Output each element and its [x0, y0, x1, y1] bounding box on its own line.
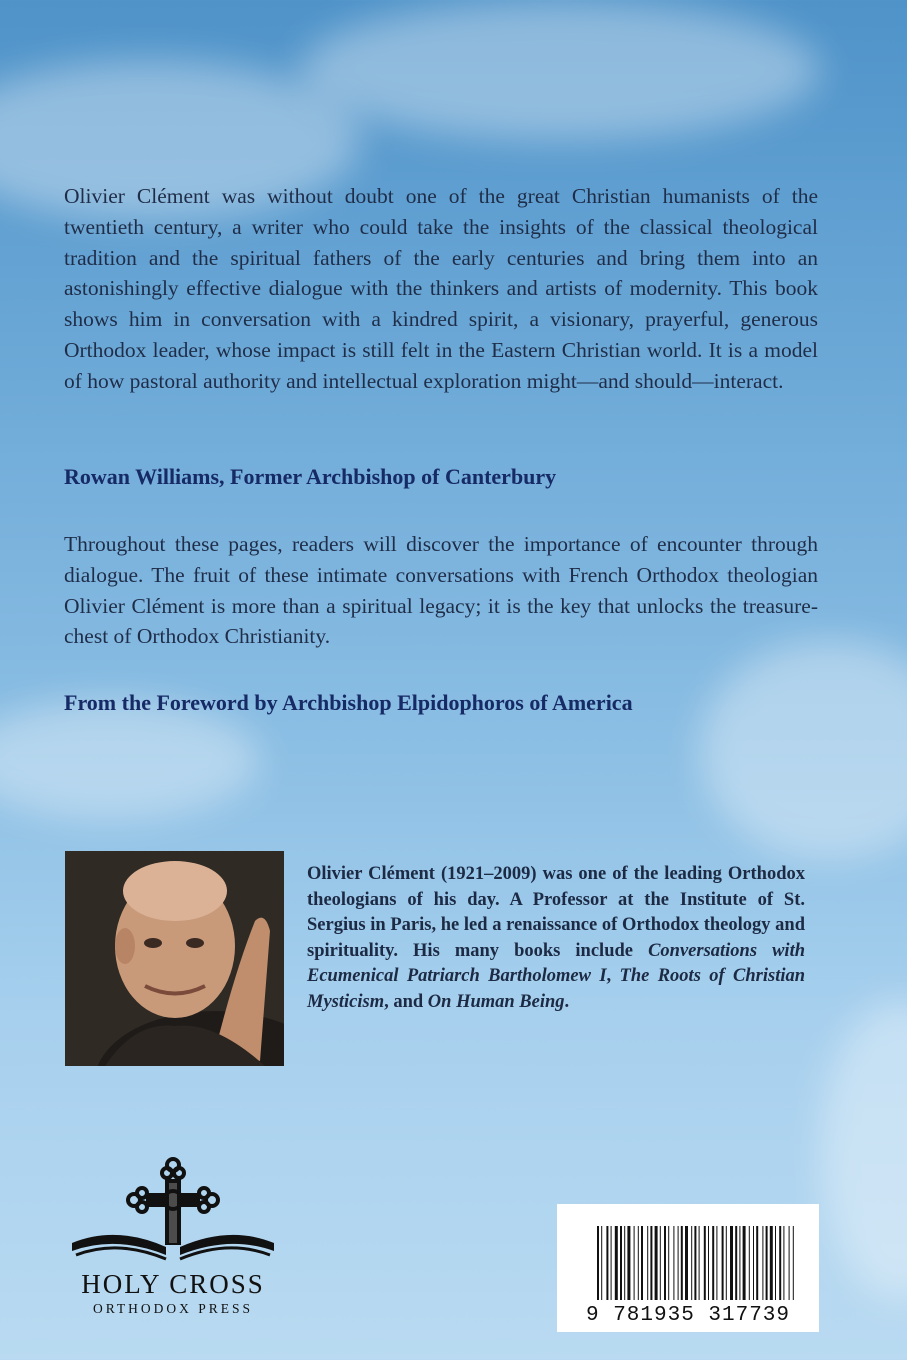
- bio-separator: , and: [384, 991, 428, 1012]
- barcode-bar: [704, 1226, 706, 1300]
- bio-book-title-2: The Roots of Christian Mysticism: [307, 966, 806, 1012]
- barcode-bar: [601, 1226, 602, 1300]
- barcode-bar: [641, 1226, 643, 1300]
- barcode-bar: [766, 1226, 768, 1300]
- publisher-name: HOLY CROSS: [81, 1269, 265, 1299]
- barcode-bar: [739, 1226, 740, 1300]
- bio-end: .: [564, 991, 570, 1012]
- quote-rowan-williams: Olivier Clément was without doubt one of the great Christian humanists of the twentieth century, a writer who could take the insights of the classical theological tradition and the spiritual fathers of the early centuries and bring them into an astonishingly effective dialogue with the thinkers and artists of modernity. This book shows him in conversation with a kindred spirit, a visionary, prayerful, generous Orthodox leader, whose impact is still felt in the Eastern Christian world. It is a model of how pastoral authority and intellectual exploration might—and should—interact.: [64, 184, 818, 393]
- barcode-bar: [779, 1226, 781, 1300]
- barcode-bar: [673, 1226, 674, 1300]
- barcode-bar: [735, 1226, 737, 1300]
- barcode-bar: [743, 1226, 746, 1300]
- attribution-rowan-williams: Rowan Williams, Former Archbishop of Canterbury: [64, 464, 557, 489]
- barcode-bar: [615, 1226, 618, 1300]
- attribution-foreword: From the Foreword by Archbishop Elpidophoros of America: [64, 690, 633, 715]
- barcode-bar: [694, 1226, 696, 1300]
- barcode: [557, 1204, 819, 1332]
- barcode-bar: [647, 1226, 648, 1300]
- bio-separator: ,: [606, 966, 620, 987]
- barcode-bar: [775, 1226, 776, 1300]
- barcode-bar: [681, 1226, 683, 1300]
- barcode-bar: [716, 1226, 717, 1300]
- barcode-bar: [634, 1226, 635, 1300]
- barcode-bar: [597, 1226, 599, 1300]
- author-portrait-illustration: [65, 851, 284, 1066]
- barcode-bar: [664, 1226, 666, 1300]
- barcode-bar: [730, 1226, 733, 1300]
- quote-foreword: Throughout these pages, readers will discover the importance of encounter through dialogue. The fruit of these intimate conversations with French Orthodox theologian Olivier Clément is more than a spiritual legacy; it is the key that unlocks the treasure-chest of Orthodox Christianity.: [64, 532, 818, 649]
- barcode-bar: [699, 1226, 700, 1300]
- barcode-bar: [685, 1226, 688, 1300]
- barcode-bar: [793, 1226, 794, 1300]
- author-photo: [65, 851, 284, 1066]
- publisher-subtitle: ORTHODOX PRESS: [92, 1301, 254, 1316]
- barcode-bar: [789, 1226, 790, 1300]
- barcode-bar: [606, 1226, 608, 1300]
- barcode-bar: [722, 1226, 724, 1300]
- barcode-bar: [668, 1226, 669, 1300]
- barcode-bar: [638, 1226, 639, 1300]
- barcode-bar: [624, 1226, 625, 1300]
- barcode-bar: [749, 1226, 750, 1300]
- barcode-bar: [708, 1226, 709, 1300]
- bio-book-title-3: On Human Being: [427, 991, 565, 1012]
- cloud: [820, 1000, 907, 1300]
- author-bio: [307, 862, 805, 1016]
- barcode-bar: [726, 1226, 727, 1300]
- bio-intro: Olivier Clément (1921–2009) was one of the leading Orthodox theologians of his day. A Professor at the Institute of St. Sergius in Paris, he led a renaissance of Orthodox theology and spirituality. His many books include: [307, 864, 805, 961]
- cloud: [700, 640, 907, 860]
- barcode-bar: [691, 1226, 692, 1300]
- cross-book-icon: [66, 1155, 280, 1265]
- cloud: [0, 700, 260, 820]
- barcode-bar: [650, 1226, 652, 1300]
- barcode-bar: [712, 1226, 714, 1300]
- barcode-bar: [753, 1226, 754, 1300]
- barcode-bar: [770, 1226, 773, 1300]
- barcode-bar: [678, 1226, 679, 1300]
- barcode-bar: [660, 1226, 661, 1300]
- cloud: [300, 0, 820, 140]
- barcode-bar: [627, 1226, 630, 1300]
- barcode-bar: [783, 1226, 784, 1300]
- barcode-bar: [762, 1226, 763, 1300]
- barcode-bar: [756, 1226, 758, 1300]
- barcode-bars: [557, 1204, 819, 1304]
- barcode-bar: [655, 1226, 658, 1300]
- isbn-digits: 9 781935 317739: [585, 1304, 791, 1327]
- barcode-bar: [620, 1226, 622, 1300]
- bio-book-title-1: Conversations with Ecumenical Patriarch Bartholomew I: [307, 940, 805, 987]
- barcode-bar: [611, 1226, 612, 1300]
- publisher-logo: [66, 1155, 280, 1325]
